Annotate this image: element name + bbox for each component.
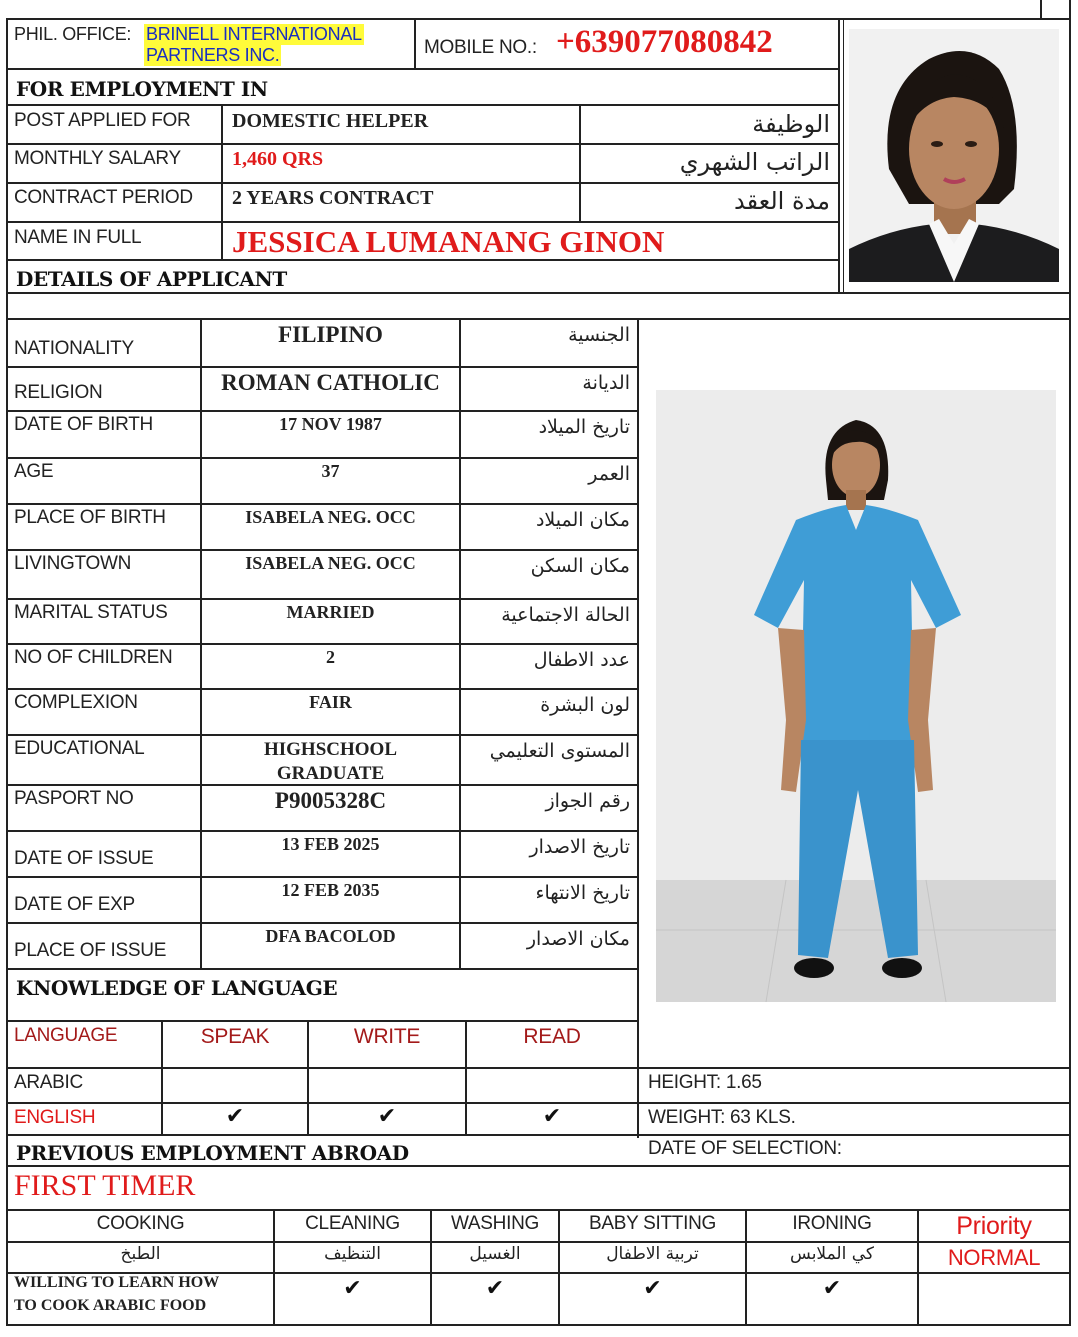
detail-value: P9005328C — [274, 788, 387, 813]
salary-label: MONTHLY SALARY — [14, 148, 181, 169]
section-title-details: DETAILS OF APPLICANT — [16, 267, 287, 291]
detail-label: COMPLEXION — [14, 692, 138, 713]
salary-value: 1,460 QRS — [232, 148, 324, 170]
detail-label: PLACE OF BIRTH — [14, 507, 166, 528]
skill-cleaning-arabic: التنظيف — [324, 1244, 381, 1264]
cooking-note-line1: WILLING TO LEARN HOW — [14, 1274, 220, 1291]
detail-arabic-label: الديانة — [582, 372, 630, 394]
mobile-label: MOBILE NO.: — [424, 37, 537, 58]
detail-arabic-label: مكان الاصدار — [526, 928, 630, 950]
detail-value: 37 — [321, 461, 340, 481]
detail-label: LIVINGTOWN — [14, 553, 131, 574]
lang-row-english: ENGLISH — [14, 1107, 96, 1128]
skill-washing-label: WASHING — [451, 1213, 539, 1234]
detail-label: EDUCATIONAL — [14, 738, 145, 759]
cleaning-check-icon: ✔ — [343, 1276, 362, 1301]
english-write-check-icon: ✔ — [377, 1104, 397, 1129]
washing-check-icon: ✔ — [485, 1276, 505, 1301]
detail-value: ROMAN CATHOLIC — [221, 370, 440, 395]
detail-arabic-label: العمر — [588, 463, 630, 485]
detail-label: PASPORT NO — [14, 788, 134, 809]
applicant-full-body-photo — [656, 390, 1056, 1002]
english-read-check-icon: ✔ — [542, 1104, 562, 1129]
skill-cleaning-label: CLEANING — [305, 1213, 400, 1234]
salary-arabic-label: الراتب الشهري — [679, 148, 830, 176]
skill-ironing-label: IRONING — [792, 1213, 872, 1234]
detail-value: FAIR — [309, 692, 352, 712]
detail-label: RELIGION — [14, 382, 103, 403]
skill-washing-arabic: الغسيل — [469, 1244, 521, 1264]
detail-value: MARRIED — [286, 602, 375, 622]
detail-value: ISABELA NEG. OCC — [245, 553, 416, 573]
detail-arabic-label: تاريخ الاصدار — [529, 836, 630, 858]
detail-value: HIGHSCHOOL GRADUATE — [263, 739, 398, 784]
detail-arabic-label: الحالة الاجتماعية — [501, 604, 630, 626]
applicant-portrait-photo — [849, 29, 1059, 282]
detail-arabic-label: رقم الجواز — [545, 790, 630, 812]
skill-cooking-arabic: الطبخ — [120, 1244, 161, 1264]
detail-arabic-label: تاريخ الانتهاء — [535, 882, 630, 904]
detail-label: NATIONALITY — [14, 338, 134, 359]
detail-arabic-label: المستوى التعليمي — [489, 740, 630, 762]
detail-arabic-label: الجنسية — [568, 324, 630, 346]
detail-value: 13 FEB 2025 — [281, 834, 380, 854]
lang-row-arabic: ARABIC — [14, 1072, 83, 1093]
detail-label: DATE OF EXP — [14, 894, 135, 915]
skill-babysitting-label: BABY SITTING — [589, 1213, 716, 1234]
height-value: HEIGHT: 1.65 — [648, 1072, 762, 1093]
skill-babysitting-arabic: تربية الاطفال — [606, 1244, 699, 1264]
detail-value: DFA BACOLOD — [265, 926, 396, 946]
post-arabic-label: الوظيفة — [752, 110, 830, 138]
detail-arabic-label: مكان الميلاد — [535, 509, 630, 531]
previous-employment-value: FIRST TIMER — [14, 1169, 196, 1202]
detail-arabic-label: عدد الاطفال — [533, 649, 630, 671]
skill-ironing-arabic: كي الملابس — [790, 1244, 874, 1264]
detail-arabic-label: مكان السكن — [530, 555, 630, 577]
lang-header-speak: SPEAK — [200, 1025, 270, 1048]
office-label: PHIL. OFFICE: — [14, 24, 132, 44]
weight-value: WEIGHT: 63 KLS. — [648, 1107, 796, 1128]
contract-value: 2 YEARS CONTRACT — [232, 187, 434, 209]
name-value: JESSICA LUMANANG GINON — [232, 224, 665, 259]
mobile-value: +639077080842 — [556, 24, 773, 60]
section-title-previous-employment: PREVIOUS EMPLOYMENT ABROAD — [16, 1141, 409, 1165]
priority-value: NORMAL — [947, 1245, 1041, 1270]
detail-label: PLACE OF ISSUE — [14, 940, 167, 961]
lang-header-write: WRITE — [353, 1025, 421, 1048]
lang-header-language: LANGUAGE — [14, 1025, 118, 1046]
contract-arabic-label: مدة العقد — [734, 187, 830, 215]
detail-arabic-label: لون البشرة — [540, 694, 630, 716]
section-title-language: KNOWLEDGE OF LANGUAGE — [16, 976, 338, 1000]
detail-label: AGE — [14, 461, 54, 482]
detail-label: MARITAL STATUS — [14, 602, 168, 623]
detail-value: ISABELA NEG. OCC — [245, 507, 416, 527]
detail-label: DATE OF ISSUE — [14, 848, 154, 869]
detail-value: 12 FEB 2035 — [281, 880, 380, 900]
skill-cooking-label: COOKING — [96, 1213, 185, 1234]
office-name-line2: PARTNERS INC. — [146, 45, 280, 65]
date-of-selection-label: DATE OF SELECTION: — [648, 1138, 842, 1159]
detail-value: FILIPINO — [278, 322, 383, 347]
detail-arabic-label: تاريخ الميلاد — [538, 416, 630, 438]
post-value: DOMESTIC HELPER — [232, 110, 429, 132]
priority-label: Priority — [956, 1212, 1032, 1240]
detail-value: 17 NOV 1987 — [279, 414, 382, 434]
detail-label: NO OF CHILDREN — [14, 647, 173, 668]
english-speak-check-icon: ✔ — [225, 1104, 245, 1129]
lang-header-read: READ — [523, 1025, 581, 1048]
cooking-note-line2: TO COOK ARABIC FOOD — [14, 1297, 207, 1314]
post-label: POST APPLIED FOR — [14, 110, 191, 131]
name-label: NAME IN FULL — [14, 227, 142, 248]
contract-label: CONTRACT PERIOD — [14, 187, 193, 208]
office-name-line1: BRINELL INTERNATIONAL — [146, 24, 362, 44]
babysitting-check-icon: ✔ — [643, 1276, 662, 1301]
detail-label: DATE OF BIRTH — [14, 414, 153, 435]
section-title-employment: FOR EMPLOYMENT IN — [16, 77, 268, 101]
detail-value: 2 — [326, 647, 335, 667]
ironing-check-icon: ✔ — [822, 1276, 842, 1301]
